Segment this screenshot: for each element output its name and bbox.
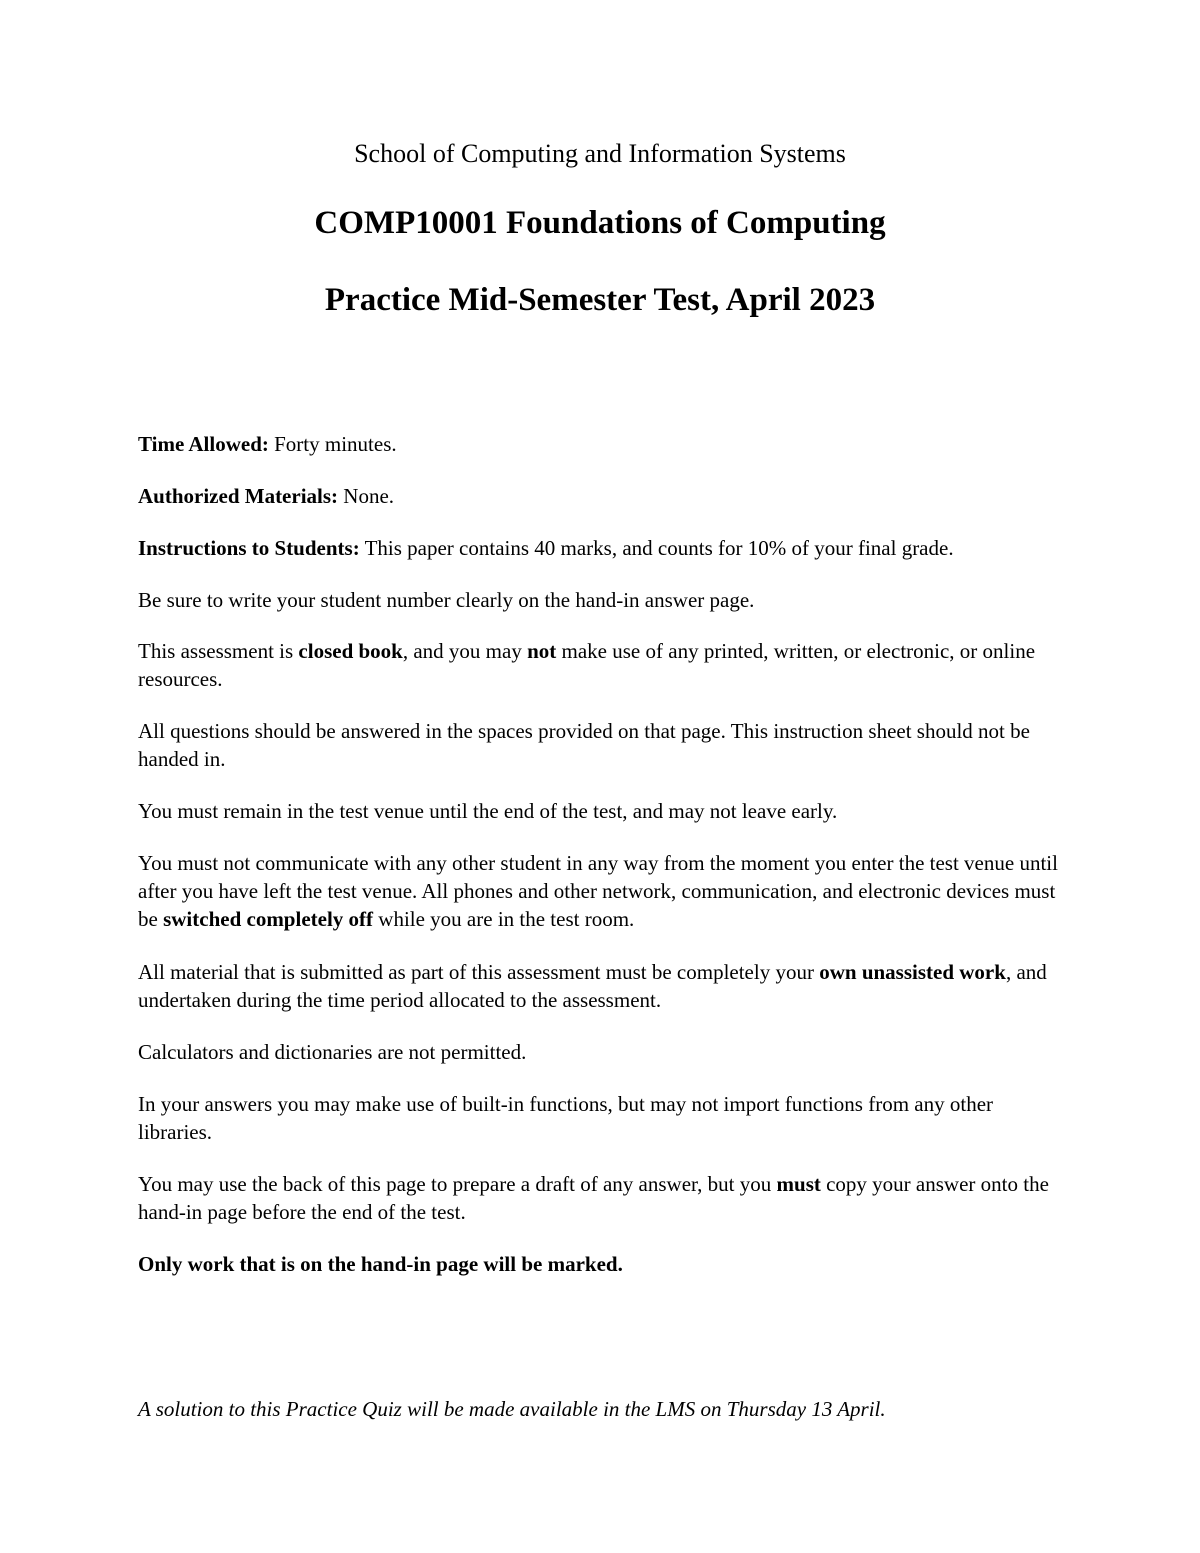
time-allowed-label: Time Allowed: [138, 432, 269, 456]
only-work-instruction [138, 1250, 1068, 1278]
draft-instruction [138, 1170, 1068, 1226]
instructions-label: Instructions to Students: [138, 536, 360, 560]
own-work-text-post: , and undertaken during the time period allocated to the assessment. [138, 960, 1047, 1012]
communication-instruction [138, 849, 1068, 933]
solution-footnote: A solution to this Practice Quiz will be made available in the LMS on Thursday 13 April. [138, 1397, 886, 1421]
student-number-text: Be sure to write your student number clearly on the hand-in answer page. [138, 588, 755, 612]
own-work-emphasis: own unassisted work [819, 960, 1006, 984]
test-title: Practice Mid-Semester Test, April 2023 [324, 282, 876, 318]
student-number-instruction [138, 586, 1068, 614]
calculators-instruction [138, 1038, 1068, 1066]
time-allowed-value: Forty minutes. [268, 432, 397, 456]
time-allowed [138, 430, 1068, 458]
authorized-materials-label: Authorized Materials: [138, 484, 339, 508]
builtins-text: In your answers you may make use of built-in functions, but may not import functions from any other libraries. [138, 1092, 994, 1144]
closed-book-text-pre: This assessment is [138, 639, 299, 663]
closed-book-instruction [138, 637, 1068, 693]
builtins-instruction [138, 1090, 1068, 1146]
remain-instruction [138, 797, 1068, 825]
answer-spaces-instruction [138, 717, 1068, 773]
instructions-to-students [138, 534, 1068, 562]
calculators-text: Calculators and dictionaries are not permitted. [138, 1040, 527, 1064]
own-work-instruction [138, 958, 1068, 1014]
communication-text-post: while you are in the test room. [373, 907, 635, 931]
authorized-materials-value: None. [338, 484, 395, 508]
answer-spaces-text: All questions should be answered in the spaces provided on that page. This instruction sheet should not be handed in. [138, 719, 1030, 771]
draft-text-post: copy your answer onto the hand-in page before the end of the test. [138, 1172, 1049, 1224]
draft-text-pre: You may use the back of this page to prepare a draft of any answer, but you [138, 1172, 777, 1196]
closed-book-text-mid: , and you may [402, 639, 528, 663]
instructions-value: This paper contains 40 marks, and counts for 10% of your final grade. [359, 536, 954, 560]
course-title: COMP10001 Foundations of Computing [314, 205, 886, 241]
closed-book-emphasis: closed book [298, 639, 403, 663]
authorized-materials [138, 482, 1068, 510]
switched-off-emphasis: switched completely off [163, 907, 374, 931]
only-work-text: Only work that is on the hand-in page will be marked. [138, 1252, 623, 1276]
remain-text: You must remain in the test venue until the end of the test, and may not leave early. [138, 799, 838, 823]
communication-text-pre: You must not communicate with any other student in any way from the moment you enter the test venue until after you have left the test venue. All phones and other network, communication, and electronic devices must be [138, 851, 1058, 931]
must-emphasis: must [776, 1172, 821, 1196]
closed-book-text-post: make use of any printed, written, or electronic, or online resources. [138, 639, 1036, 691]
school-name: School of Computing and Information Systems [354, 139, 846, 168]
not-emphasis: not [527, 639, 557, 663]
own-work-text-pre: All material that is submitted as part of this assessment must be completely your [138, 960, 820, 984]
